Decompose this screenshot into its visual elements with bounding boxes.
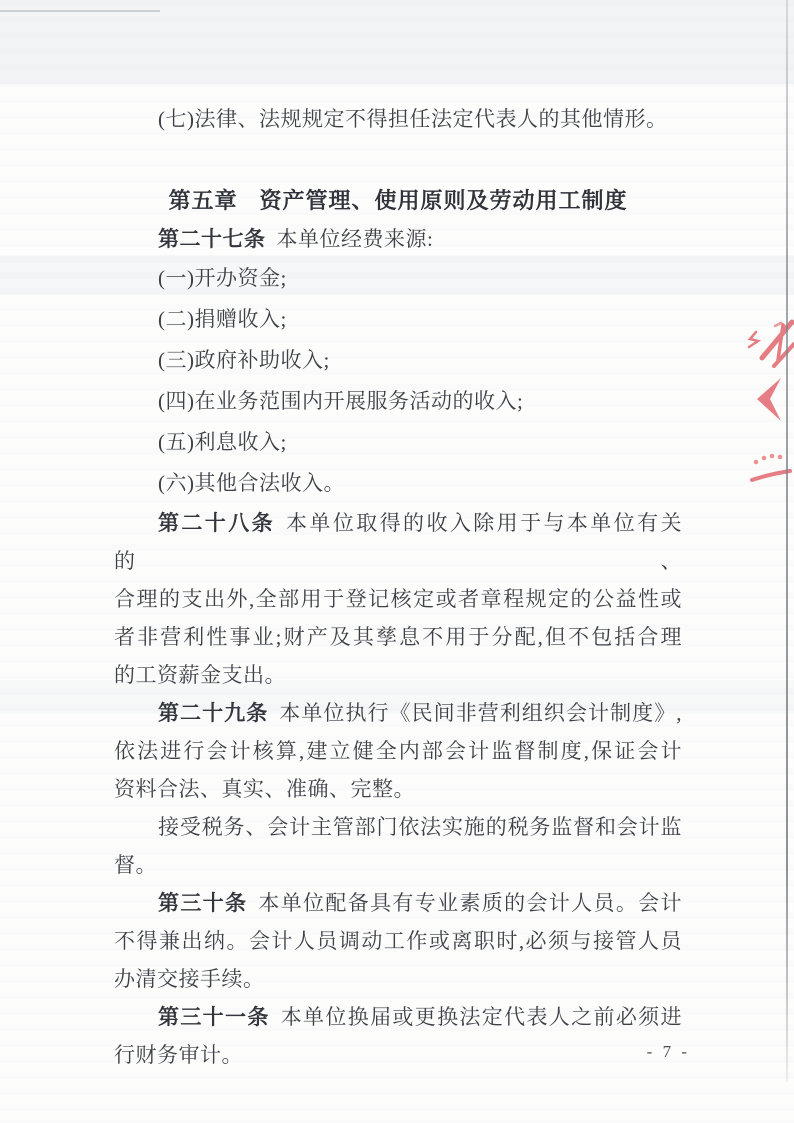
article-28-term: 第二十八条 — [158, 511, 276, 535]
body-line: 资料合法、真实、准确、完整。 — [114, 777, 415, 801]
list-item: (四)在业务范围内开展服务活动的收入; — [158, 389, 524, 413]
funding-source-list — [114, 258, 682, 504]
article-29-term: 第二十九条 — [158, 701, 269, 725]
scan-edge-artifact — [0, 10, 160, 12]
list-item: (二)捐赠收入; — [158, 307, 287, 331]
document-body — [114, 100, 682, 1074]
article-30-term: 第三十条 — [158, 891, 248, 915]
page-number: - 7 - — [646, 1042, 690, 1061]
body-line: 行财务审计。 — [114, 1043, 243, 1067]
chapter-heading — [114, 182, 682, 220]
chapter-number: 第五章 — [168, 188, 238, 213]
body-line: 本单位取得的收入除用于与本单位有关的、 — [114, 511, 683, 573]
body-line: 不得兼出纳。会计人员调动工作或离职时,必须与接管人员 — [114, 929, 682, 953]
article-27-text: 本单位经费来源: — [276, 227, 434, 251]
list-item: (六)其他合法收入。 — [158, 471, 345, 495]
article-27-opening — [114, 220, 682, 258]
article-29-paragraph — [114, 694, 682, 808]
stamp-star-point-icon — [757, 378, 781, 421]
article-31-opening — [114, 998, 682, 1036]
body-line: 依法进行会计核算,建立健全内部会计监督制度,保证会计 — [114, 739, 682, 763]
scan-edge-line — [786, 0, 788, 1082]
stamp-arc-icon — [752, 471, 790, 480]
article-30-paragraph — [114, 884, 682, 998]
article-29-opening — [114, 694, 682, 732]
body-line: 者非营利性事业;财产及其孳息不用于分配,但不包括合理 — [114, 625, 682, 649]
article-28-opening — [114, 504, 682, 580]
clause-seven-line: (七)法律、法规规定不得担任法定代表人的其他情形。 — [158, 107, 668, 131]
body-line: 本单位执行《民间非营利组织会计制度》, — [279, 701, 683, 725]
body-line: 本单位换届或更换法定代表人之前必须进 — [280, 1005, 683, 1029]
body-line: 督。 — [114, 853, 157, 877]
body-line: 本单位配备具有专业素质的会计人员。会计 — [258, 891, 683, 915]
article-30-opening — [114, 884, 682, 922]
article-29-supervision-paragraph — [114, 808, 682, 884]
chapter-title: 资产管理、使用原则及劳动用工制度 — [259, 188, 628, 213]
seal-stamp-fragment — [734, 290, 794, 490]
list-item: (五)利息收入; — [158, 430, 287, 454]
stamp-dots-icon — [754, 454, 783, 465]
body-line: 的工资薪金支出。 — [114, 663, 286, 687]
scan-artifact-band — [0, 0, 794, 84]
article-28-paragraph — [114, 504, 682, 694]
body-line: 接受税务、会计主管部门依法实施的税务监督和会计监 — [158, 815, 682, 839]
article-31-paragraph — [114, 998, 682, 1074]
article-31-term: 第三十一条 — [158, 1005, 270, 1029]
body-line: 办清交接手续。 — [114, 967, 265, 991]
body-line: 合理的支出外,全部用于登记核定或者章程规定的公益性或 — [114, 587, 682, 611]
list-item: (三)政府补助收入; — [158, 348, 330, 372]
list-item: (一)开办资金; — [158, 266, 287, 290]
article-27-term: 第二十七条 — [158, 227, 266, 251]
